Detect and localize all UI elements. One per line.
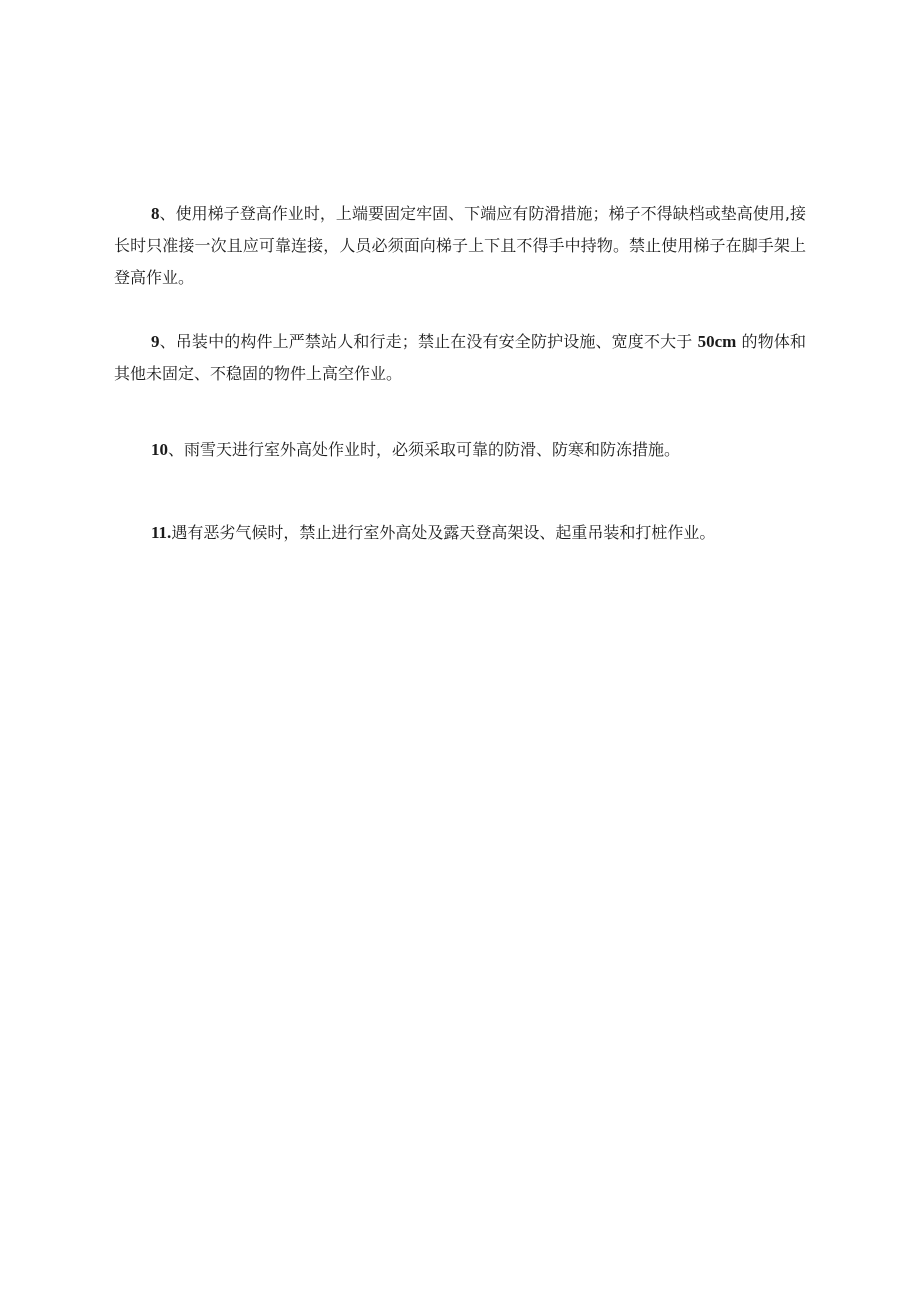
paragraph-item-8: [114, 198, 806, 294]
paragraph-item-9: [114, 326, 806, 390]
item-number: 9: [151, 332, 160, 351]
paragraph-item-10: [114, 434, 806, 466]
document-body: [114, 198, 806, 549]
item-text-after: 的物体和其他未固定、不稳固的物件上高空作业。: [114, 332, 806, 383]
item-text: 、雨雪天进行室外高处作业时，必须采取可靠的防滑、防寒和防冻措施。: [168, 440, 681, 459]
item-text-before: 、吊装中的构件上严禁站人和行走；禁止在没有安全防护设施、宽度不大于: [159, 332, 698, 351]
item-text: 、使用梯子登高作业时，上端要固定牢固、下端应有防滑措施；梯子不得缺档或垫高使用,接长时只准接一次且应可靠连接，人员必须面向梯子上下且不得手中持物。禁止使用梯子在脚手架上登高作业。: [114, 204, 806, 287]
item-text: 遇有恶劣气候时，禁止进行室外高处及露天登高架设、起重吊装和打桩作业。: [171, 523, 716, 542]
paragraph-item-11: [114, 517, 806, 549]
item-number: 8: [151, 204, 160, 223]
item-number: 11.: [151, 523, 172, 542]
width-measure: 50cm: [697, 332, 737, 351]
item-number: 10: [151, 440, 168, 459]
